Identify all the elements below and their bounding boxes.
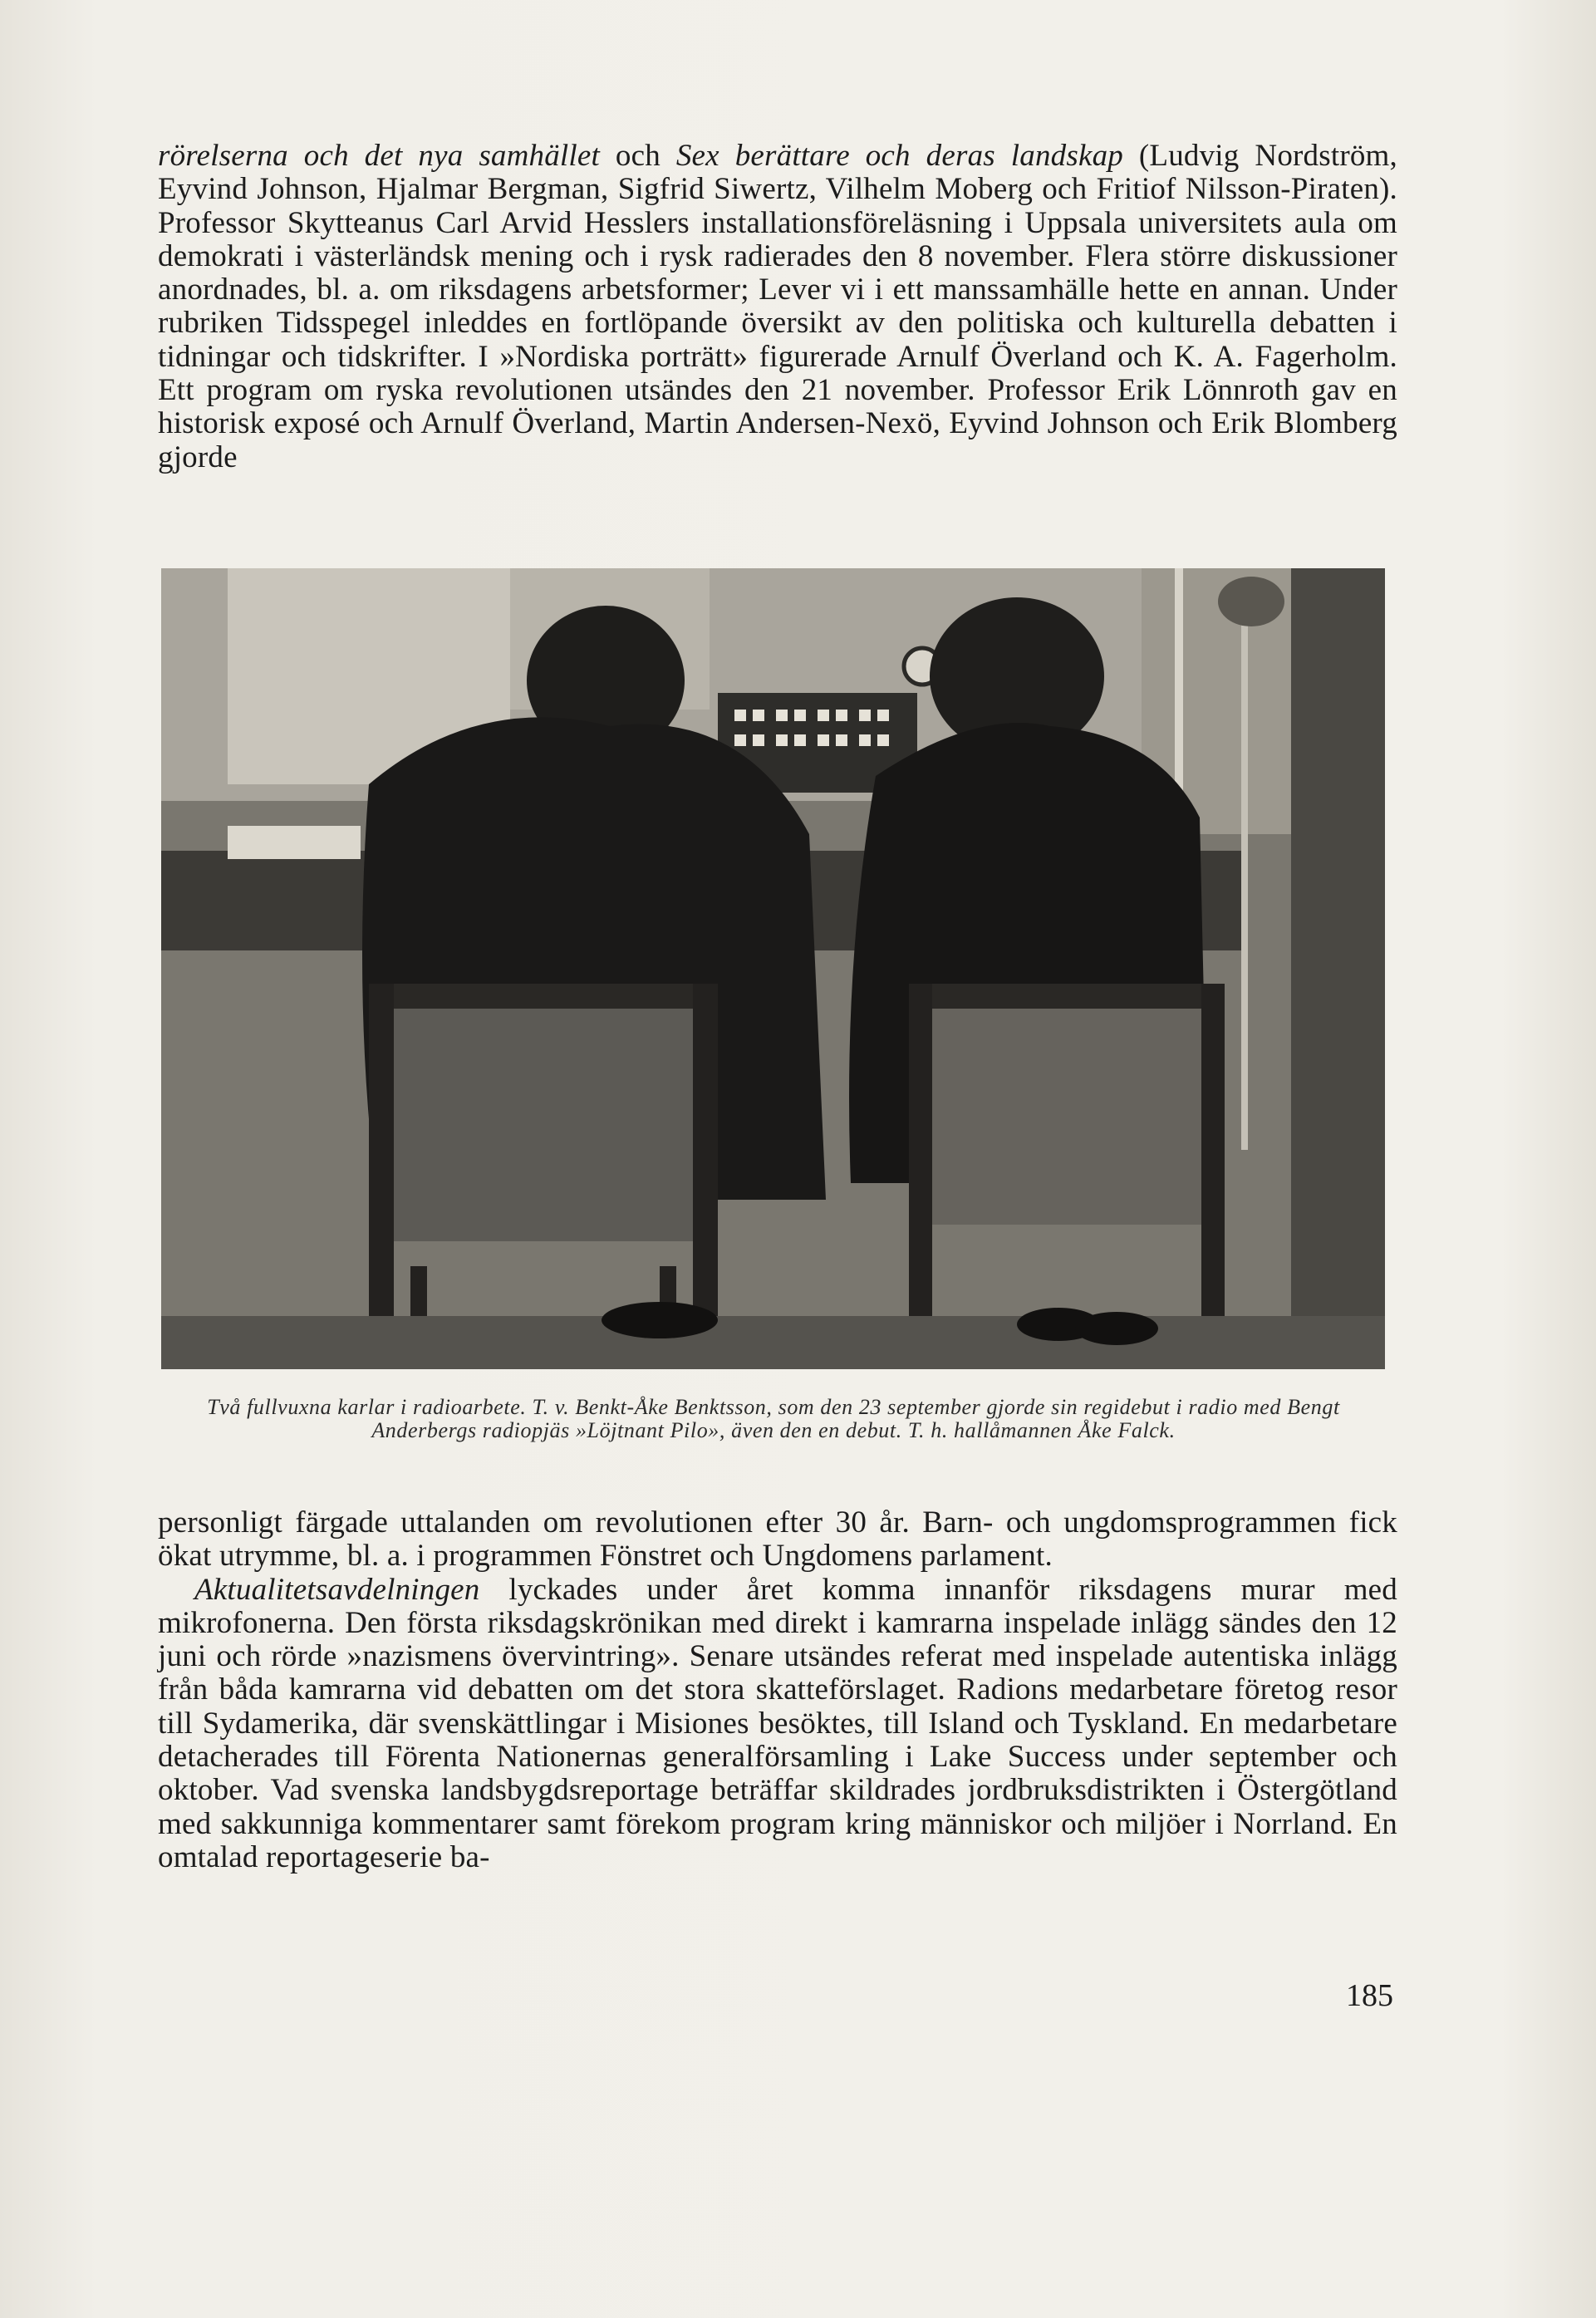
top-body-text: (Ludvig Nordström, Eyvind Johnson, Hjalmar Bergman, Sigfrid Siwertz, Vilhelm Moberg och Fritiof Nilsson-Piraten). Professor Skytteanus Carl Arvid Hesslers installationsföreläsning i Uppsala universitets aula om demokrati i västerländsk mening och i rysk radierades den 8 november. Flera större diskussioner anordnades, bl. a. om riksdagens arbetsformer; Lever vi i ett manssamhälle hette en annan. Under rubriken Tidsspegel inleddes en fortlöpande översikt av den politiska och kulturella debatten i tidningar och tidskrifter. I »Nordiska porträtt» figurerade Arnulf Överland och K. A. Fagerholm. Ett program om ryska revolutionen utsändes den 21 november. Professor Erik Lönnroth gav en historisk exposé och Arnulf Överland, Martin Andersen-Nexö, Eyvind Johnson och Erik Blomberg gjorde [158,139,1397,474]
connector-text: och [600,139,676,173]
paragraph-barnprogram: personligt färgade uttalanden om revolutionen efter 30 år. Barn- och ungdomsprogrammen fick ökat utrymme, bl. a. i programmen Fönstret och Ungdomens parlament. [158,1505,1397,1574]
title-italic-2: Sex berättare och deras landskap [675,139,1123,173]
aktualitet-body-text: lyckades under året komma innanför riksdagens murar med mikrofonerna. Den första riksdagskrönikan med direkt i kamrarna inspelade inlägg sändes den 12 juni och rörde »nazismens övervintring». Senare utsändes referat med inspelade autentiska inlägg från båda kamrarna vid debatten om det stora skatteförslaget. Radions medarbetare företog resor till Sydamerika, där svenskättlingar i Misiones besöktes, till Island och Tyskland. En medarbetare detacherades till Förenta Nationernas generalförsamling i Lake Success under september och oktober. Vad svenska landsbygdsreportage beträffar skildrades jordbruksdistrikten i Östergötland med sakkunniga kommentarer samt förekom program kring människor och miljöer i Norrland. En omtalad reportageserie ba- [158,1572,1397,1874]
photo-caption: Två fullvuxna karlar i radioarbete. T. v. Benkt-Åke Benktsson, som den 23 september gjorde sin regidebut i radio med Bengt Anderbergs radiopjäs »Löjtnant Pilo», även den en debut. T. h. hallåmannen Åke Falck. [207,1395,1340,1442]
page-number: 185 [1346,1978,1393,2013]
photo-radio-workers [161,568,1385,1369]
bottom-paragraphs [158,1506,1397,1874]
aktualitet-heading-italic: Aktualitetsavdelningen [194,1572,480,1607]
title-italic-1: rörelserna och det nya samhället [158,139,600,173]
photo-two-men-at-radio-console-icon [161,568,1385,1369]
top-paragraph [158,140,1397,474]
paragraph-aktualitet [158,1574,1397,1875]
